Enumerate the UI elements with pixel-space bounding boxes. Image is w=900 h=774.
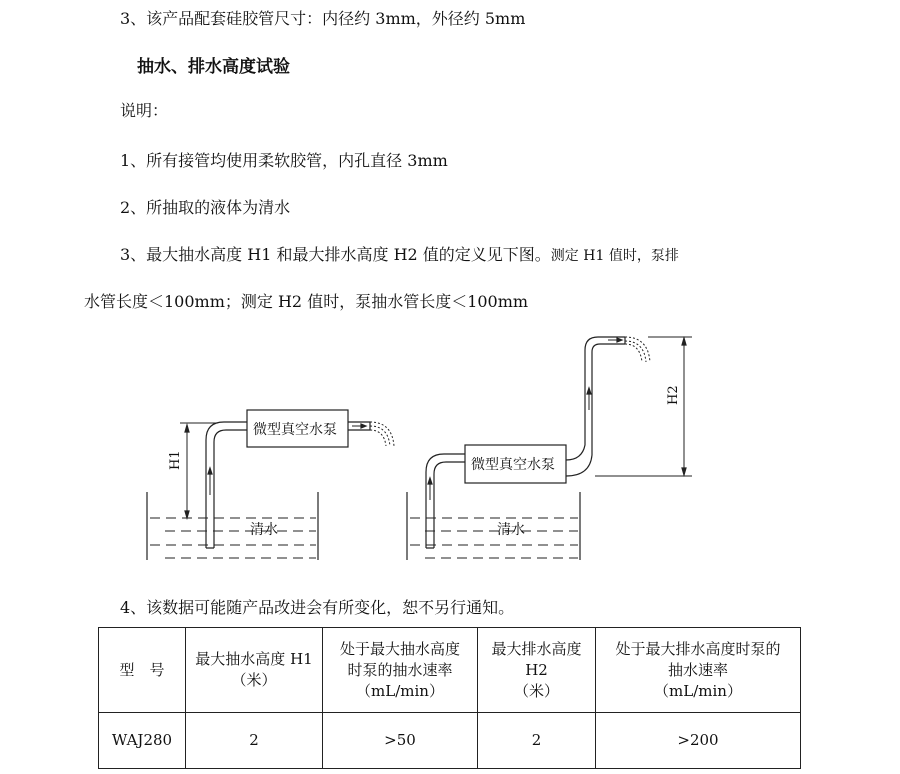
h1-label: H1 [168, 450, 183, 470]
header-max-discharge-height [478, 628, 596, 713]
cell-model: WAJ280 [99, 713, 186, 769]
note-3-tail: 测定 H1 值时，泵排 [550, 248, 679, 264]
header-suction-rate [323, 628, 478, 713]
header-text: H2 [525, 660, 548, 679]
table-header-row [99, 628, 801, 713]
header-unit: （mL/min） [654, 681, 742, 700]
water-label-right: 清水 [497, 522, 525, 538]
cell-discharge-rate: >200 [596, 713, 801, 769]
header-max-suction-height [186, 628, 323, 713]
pump-label-left: 微型真空水泵 [253, 422, 337, 438]
header-text: 处于最大排水高度时泵的 [615, 639, 781, 658]
cell-suction-rate: >50 [323, 713, 478, 769]
note-3-cont: 水管长度＜100mm；测定 H2 值时，泵抽水管长度＜100mm [84, 292, 529, 311]
header-text: 处于最大抽水高度 [339, 639, 460, 658]
header-text: 最大抽水高度 H1 [195, 650, 313, 668]
spec-table [98, 627, 801, 769]
table-row [99, 713, 801, 769]
header-text: 最大排水高度 [491, 639, 582, 658]
note-2: 2、所抽取的液体为清水 [120, 198, 291, 217]
cell-h1: 2 [186, 713, 323, 769]
header-unit: （米） [513, 681, 559, 700]
right-tank [407, 337, 692, 560]
section-title: 抽水、排水高度试验 [137, 57, 290, 77]
header-model [99, 628, 186, 713]
notes-label: 说明： [120, 101, 169, 120]
pump-label-right: 微型真空水泵 [471, 457, 555, 473]
note-1: 1、所有接管均使用柔软胶管，内孔直径 3mm [120, 151, 448, 170]
header-text: 抽水速率 [667, 660, 728, 679]
intro-line: 3、该产品配套硅胶管尺寸：内径约 3mm，外径约 5mm [120, 9, 526, 28]
h2-label: H2 [666, 385, 681, 405]
header-unit: （mL/min） [356, 681, 444, 700]
header-unit: （米） [231, 671, 277, 689]
header-text: 型 号 [119, 660, 165, 679]
note-4: 4、该数据可能随产品改进会有所变化，恕不另行通知。 [120, 598, 515, 617]
water-label-left: 清水 [250, 522, 278, 538]
header-discharge-rate [596, 628, 801, 713]
note-3-main: 3、最大抽水高度 H1 和最大排水高度 H2 值的定义见下图。 [120, 245, 551, 264]
cell-h2: 2 [478, 713, 596, 769]
header-text: 时泵的抽水速率 [347, 660, 453, 679]
